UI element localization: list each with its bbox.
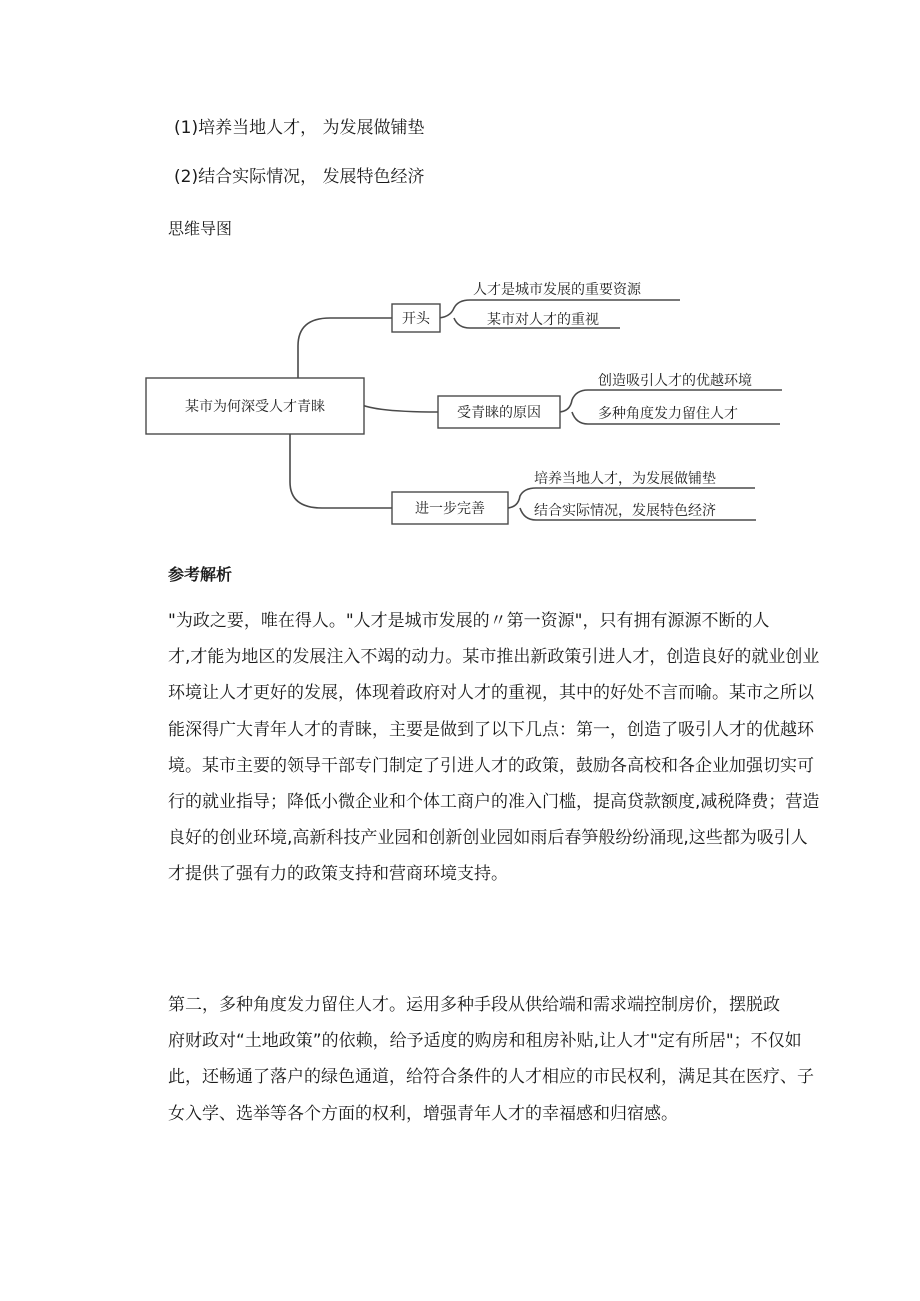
paragraph-1-line: 才提供了强有力的政策支持和营商环境支持。 [168,864,508,885]
mindmap-label: 思维导图 [168,219,233,238]
paragraph-1 [168,603,820,893]
paragraph-1-line: 环境让人才更好的发展，体现着政府对人才的重视，其中的好处不言而喻。某市之所以 [168,683,814,704]
branch-opening-label: 开头 [402,311,430,327]
paragraph-2 [168,987,814,1132]
paragraph-2-line: 此，还畅通了落户的绿色通道，给符合条件的人才相应的市民权利，满足其在医疗、子 [168,1067,814,1088]
paragraph-1-line: 境。某市主要的领导干部专门制定了引进人才的政策，鼓励各高校和各企业加强切实可 [168,755,814,776]
link-root-reasons [362,405,438,412]
paragraph-1-line: 行的就业指导；降低小微企业和个体工商户的准入门槛，提高贷款额度,减税降费；营造 [168,792,820,813]
intro-item-2: (2)结合实际情况， 发展特色经济 [174,167,425,187]
paragraph-1-line: 能深得广大青年人才的青睐，主要是做到了以下几点：第一，创造了吸引人才的优越环 [168,719,814,740]
section-heading: 参考解析 [168,565,233,584]
leaf-opening-2: 某市对人才的重视 [487,312,599,328]
leaf-reasons-1: 创造吸引人才的优越环境 [598,373,752,389]
leaf-improve-2: 结合实际情况，发展特色经济 [534,503,716,519]
branch-improve-label: 进一步完善 [415,501,485,517]
intro-item-1: (1)培养当地人才， 为发展做铺垫 [174,118,425,138]
paragraph-2-line: 女入学、选举等各个方面的权利，增强青年人才的幸福感和归宿感。 [168,1103,678,1124]
leaf-improve-1: 培养当地人才，为发展做铺垫 [534,471,716,487]
leaf-reasons-2: 多种角度发力留住人才 [598,406,738,422]
paragraph-1-line: 才,才能为地区的发展注入不竭的动力。某市推出新政策引进人才，创造良好的就业创业 [168,647,820,668]
paragraph-1-line: 良好的创业环境,高新科技产业园和创新创业园如雨后春笋般纷纷涌现,这些都为吸引人 [168,828,808,849]
paragraph-1-line: "为政之要，唯在得人。"人才是城市发展的〃第一资源"，只有拥有源源不断的人 [168,611,770,631]
leaf-opening-1: 人才是城市发展的重要资源 [473,282,641,298]
link-root-improve [290,432,392,508]
mindmap-diagram [140,270,790,532]
branch-reasons-label: 受青睐的原因 [457,405,541,421]
root-node-label: 某市为何深受人才青睐 [185,399,325,415]
link-root-opening [298,318,392,378]
paragraph-2-line: 第二，多种角度发力留住人才。运用多种手段从供给端和需求端控制房价，摆脱政 [168,995,780,1015]
paragraph-2-line: 府财政对“土地政策”的依赖，给予适度的购房和租房补贴,让人才"定有所居"；不仅如 [168,1031,802,1052]
